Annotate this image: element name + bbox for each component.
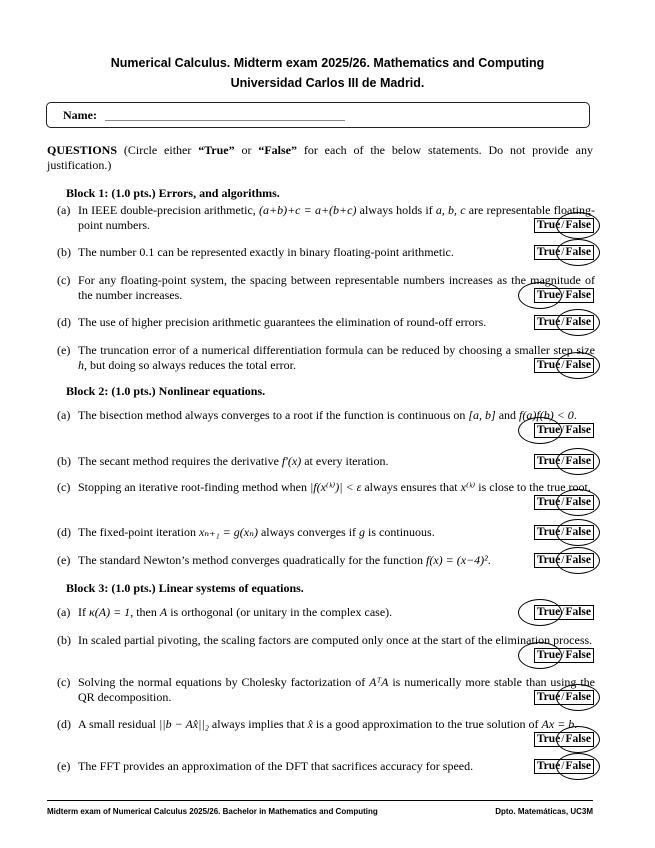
question-text-part: always converges if: [257, 525, 360, 539]
question-text: [78, 633, 595, 648]
question-text-part: always ensures that: [361, 480, 461, 494]
question-text-part: .: [573, 408, 577, 422]
question-text-part: always holds if: [356, 203, 436, 217]
true-option[interactable]: True: [536, 359, 561, 371]
math-expression: f(x) = (x−4)²: [426, 553, 488, 567]
question-item: [57, 759, 595, 774]
footer-course: Midterm exam of Numerical Calculus 2025/26. Bachelor in Mathematics and Computing: [47, 807, 378, 816]
true-option[interactable]: True: [536, 424, 561, 436]
block-title: Block 3: (1.0 pts.) Linear systems of equations.: [66, 581, 304, 595]
option-separator: /: [561, 219, 565, 231]
footer-divider: [47, 800, 593, 801]
question-text-part: The standard Newton’s method converges quadratically for the function: [78, 553, 427, 567]
question-text-part: A small residual: [78, 717, 159, 731]
math-expression: A: [159, 605, 168, 619]
math-expression: |f(x⁽ᵏ⁾)| < ε: [309, 480, 362, 494]
question-item: [57, 273, 595, 303]
false-option[interactable]: False: [565, 496, 591, 508]
question-label: (e): [57, 553, 71, 567]
question-text: [78, 525, 517, 540]
question-text-part: is a good approximation to the true solution of: [312, 717, 542, 731]
university-name: Universidad Carlos III de Madrid.: [230, 76, 425, 90]
math-expression: g: [359, 525, 366, 539]
footer-department: Dpto. Matemáticas, UC3M: [495, 807, 593, 816]
math-expression: f(a)f(b) < 0: [519, 408, 574, 422]
question-item: [57, 605, 595, 620]
question-text-part: is close to the true root.: [475, 480, 591, 494]
question-item: [57, 245, 595, 260]
question-text-part: is numerically more stable than using the QR decomposition.: [78, 675, 595, 704]
false-option[interactable]: False: [565, 246, 591, 258]
option-separator: /: [561, 760, 565, 772]
question-label: (b): [57, 245, 71, 259]
math-expression: xₙ₊₁ = g(xₙ): [198, 525, 258, 539]
true-false-box: [534, 315, 594, 330]
question-text-part: always implies that: [208, 717, 308, 731]
false-option[interactable]: False: [565, 424, 591, 436]
true-option[interactable]: True: [536, 496, 561, 508]
block-title: Block 1: (1.0 pts.) Errors, and algorithms.: [66, 186, 280, 200]
true-option[interactable]: True: [536, 554, 561, 566]
question-item: [57, 480, 595, 510]
question-item: [57, 525, 595, 540]
question-item: [57, 553, 595, 568]
question-text: [78, 273, 595, 303]
math-expression: AᵀA: [369, 675, 389, 689]
true-false-box: [534, 245, 594, 260]
false-option[interactable]: False: [565, 359, 591, 371]
math-expression: (a+b)+c = a+(b+c): [258, 203, 357, 217]
question-item: [57, 203, 595, 233]
question-text-part: Stopping an iterative root-finding method when: [78, 480, 310, 494]
name-input[interactable]: [105, 120, 345, 121]
question-text-part: , then: [130, 605, 160, 619]
question-text-part: at every iteration.: [301, 454, 389, 468]
question-text-part: The number 0.1 can be represented exactly in binary floating-point arithmetic.: [78, 245, 454, 259]
name-label: Name:: [63, 108, 97, 122]
question-text: [78, 675, 595, 705]
question-label: (a): [57, 605, 71, 619]
question-text: [78, 454, 517, 469]
question-text-part: In scaled partial pivoting, the scaling factors are computed only once at the start of the elimination process.: [78, 633, 593, 647]
question-label: (a): [57, 203, 71, 217]
question-text-part: is continuous.: [365, 525, 435, 539]
false-option[interactable]: False: [565, 733, 591, 745]
question-label: (c): [57, 273, 71, 287]
question-text-part: is orthogonal (or unitary in the complex case).: [167, 605, 393, 619]
math-expression: Ax = b: [541, 717, 575, 731]
question-label: (c): [57, 675, 71, 689]
question-text-part: In IEEE double-precision arithmetic,: [78, 203, 259, 217]
math-expression: x̂: [307, 717, 313, 731]
question-text-part: If: [78, 605, 89, 619]
true-false-box: [534, 648, 594, 663]
false-option[interactable]: False: [565, 289, 591, 301]
option-separator: /: [561, 496, 565, 508]
true-option[interactable]: True: [536, 289, 561, 301]
true-false-box: [534, 454, 594, 469]
question-text: [78, 553, 517, 568]
question-text: [78, 203, 595, 233]
question-label: (d): [57, 315, 71, 329]
question-text: [78, 759, 517, 774]
question-label: (e): [57, 759, 71, 773]
block-title: Block 2: (1.0 pts.) Nonlinear equations.: [66, 384, 266, 398]
question-text-part: .: [574, 717, 578, 731]
option-separator: /: [561, 316, 565, 328]
true-false-box: [534, 495, 594, 510]
question-text-part: are representable floating-point numbers.: [78, 203, 595, 232]
exam-title: Numerical Calculus. Midterm exam 2025/26. Mathematics and Computing: [110, 56, 545, 70]
false-option[interactable]: False: [565, 526, 591, 538]
true-false-box: [534, 690, 594, 705]
math-expression: κ(A) = 1: [89, 605, 131, 619]
true-false-box: [534, 553, 594, 568]
question-label: (d): [57, 717, 71, 731]
question-text-part: Solving the normal equations by Cholesky factorization of: [78, 675, 370, 689]
math-expression: a, b, c: [435, 203, 466, 217]
true-option[interactable]: True: [536, 691, 561, 703]
math-expression: f′(x): [281, 454, 302, 468]
math-expression: x⁽ᵏ⁾: [460, 480, 476, 494]
question-item: [57, 675, 595, 705]
true-option[interactable]: True: [536, 526, 561, 538]
question-text-part: The truncation error of a numerical differentiation formula can be reduced by choosing a smaller step size: [78, 343, 595, 357]
question-text-part: The use of higher precision arithmetic guarantees the elimination of round-off errors.: [78, 315, 487, 329]
false-option[interactable]: False: [565, 219, 591, 231]
option-separator: /: [561, 246, 565, 258]
instructions: QUESTIONS (Circle either “True” or “False” for each of the below statements. Do not provide any justification.): [47, 143, 593, 172]
question-text-part: For any floating-point system, the spacing between representable numbers increases as the magnitude of the number increases.: [78, 273, 595, 302]
true-option[interactable]: True: [536, 733, 561, 745]
questions-heading: QUESTIONS: [47, 143, 118, 157]
question-text-part: , but doing so always reduces the total error.: [84, 358, 296, 372]
math-expression: h: [78, 358, 84, 372]
question-text-part: The fixed-point iteration: [78, 525, 199, 539]
question-label: (a): [57, 408, 71, 422]
true-option[interactable]: True: [536, 649, 561, 661]
true-false-box: [534, 218, 594, 233]
true-option[interactable]: True: [536, 455, 561, 467]
false-option[interactable]: False: [565, 760, 591, 772]
false-option[interactable]: False: [565, 455, 591, 467]
true-false-box: [534, 605, 594, 620]
question-item: [57, 343, 595, 373]
true-false-box: [534, 423, 594, 438]
true-false-box: [534, 759, 594, 774]
question-item: [57, 454, 595, 469]
question-text-part: .: [487, 553, 491, 567]
option-separator: /: [561, 289, 565, 301]
question-text-part: and: [495, 408, 520, 422]
true-false-box: [534, 288, 594, 303]
question-item: [57, 408, 595, 438]
question-label: (b): [57, 454, 71, 468]
option-separator: /: [561, 649, 565, 661]
question-text: [78, 717, 595, 732]
false-option[interactable]: False: [565, 554, 591, 566]
question-text-part: The FFT provides an approximation of the DFT that sacrifices accuracy for speed.: [78, 759, 474, 773]
name-box: [46, 102, 590, 128]
true-option[interactable]: True: [536, 760, 561, 772]
question-text: [78, 605, 517, 620]
question-text-part: The secant method requires the derivative: [78, 454, 282, 468]
option-separator: /: [561, 554, 565, 566]
false-option[interactable]: False: [565, 316, 591, 328]
question-label: (c): [57, 480, 71, 494]
question-text: [78, 343, 595, 373]
true-false-box: [534, 358, 594, 373]
true-option[interactable]: True: [536, 316, 561, 328]
option-separator: /: [561, 359, 565, 371]
option-separator: /: [561, 691, 565, 703]
question-text: [78, 408, 595, 423]
false-option[interactable]: False: [565, 691, 591, 703]
question-text: [78, 245, 517, 260]
option-separator: /: [561, 455, 565, 467]
math-expression: ||b − Ax̂||₂: [159, 717, 209, 731]
true-false-box: [534, 732, 594, 747]
question-text: [78, 315, 517, 330]
true-option[interactable]: True: [536, 219, 561, 231]
question-item: [57, 633, 595, 663]
question-item: [57, 315, 595, 330]
option-separator: /: [561, 606, 565, 618]
true-false-box: [534, 525, 594, 540]
question-item: [57, 717, 595, 747]
math-expression: [a, b]: [468, 408, 496, 422]
false-option[interactable]: False: [565, 606, 591, 618]
question-label: (e): [57, 343, 71, 357]
question-label: (b): [57, 633, 71, 647]
option-separator: /: [561, 526, 565, 538]
option-separator: /: [561, 424, 565, 436]
option-separator: /: [561, 733, 565, 745]
question-text-part: The bisection method always converges to a root if the function is continuous on: [78, 408, 469, 422]
true-option[interactable]: True: [536, 606, 561, 618]
true-option[interactable]: True: [536, 246, 561, 258]
question-text: [78, 480, 595, 495]
question-label: (d): [57, 525, 71, 539]
false-option[interactable]: False: [565, 649, 591, 661]
